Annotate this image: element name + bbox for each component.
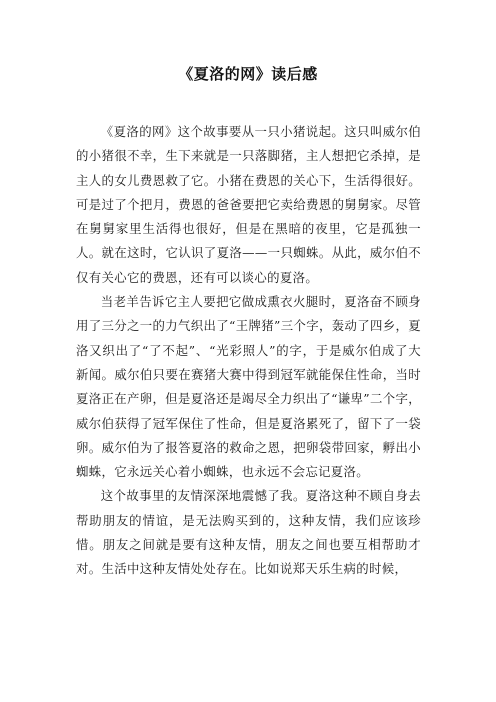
paragraph-1: 《夏洛的网》这个故事要从一只小猪说起。这只叫威尔伯的小猪很不幸，生下来就是一只落脚猪，主人想把它杀掉，是主人的女儿费恩救了它。小猪在费恩的关心下，生活得很好。可是过了个把月，费恩的爸爸要把它卖给费恩的舅舅家。尽管在舅舅家里生活得也很好，但是在黑暗的夜里，它是孤独一人。就在这时，它认识了夏洛——一只蜘蛛。从此，威尔伯不仅有关心它的费恩，还有可以谈心的夏洛。 bbox=[76, 124, 421, 285]
document-body bbox=[76, 120, 421, 582]
paragraph-3: 这个故事里的友情深深地震憾了我。夏洛这种不顾自身去帮助朋友的情谊，是无法购买到的，这种友情，我们应该珍惜。朋友之间就是要有这种友情，朋友之间也要互相帮助才对。生活中这种友情处处存在。比如说郑天乐生病的时候， bbox=[76, 488, 421, 577]
paragraph-2: 当老羊告诉它主人要把它做成熏衣火腿时，夏洛奋不顾身用了三分之一的力气织出了“王牌猪”三个字，轰动了四乡，夏洛又织出了“了不起”、“光彩照人”的字，于是威尔伯成了大新闻。威尔伯只要在赛猪大赛中得到冠军就能保住性命，当时夏洛正在产卵，但是夏洛还是竭尽全力织出了“谦卑”二个字，威尔伯获得了冠军保住了性命，但是夏洛累死了，留下了一袋卵。威尔伯为了报答夏洛的救命之恩，把卵袋带回家，孵出小蜘蛛，它永远关心着小蜘蛛，也永远不会忘记夏洛。 bbox=[76, 294, 421, 480]
document-title: 《夏洛的网》读后感 bbox=[178, 65, 318, 83]
